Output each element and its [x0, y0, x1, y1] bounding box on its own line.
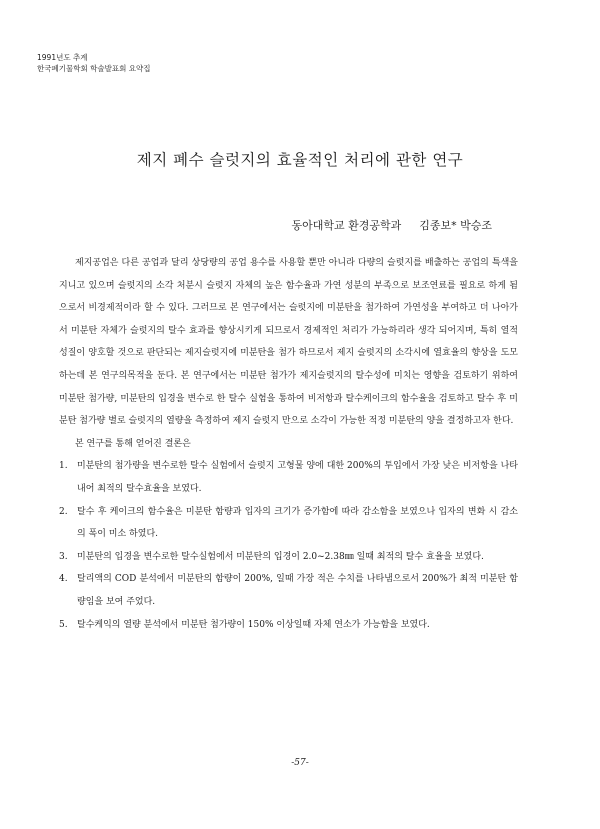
results-intro: 본 연구를 통해 얻어진 결론은 — [75, 438, 191, 449]
result-text: 탈리액의 COD 분석에서 미분탄의 함량이 200%, 일때 가장 적은 수치를 나타냄으로서 200%가 최적 미분탄 함량임을 보여 주었다. — [77, 574, 518, 607]
author-block — [291, 217, 492, 233]
result-number: 4. — [59, 574, 68, 585]
result-item — [59, 568, 518, 613]
header-year-line: 1991년도 추계 — [37, 53, 88, 62]
proceedings-header — [37, 52, 150, 74]
result-number: 3. — [59, 551, 68, 562]
result-text: 미분탄의 입경을 변수로한 탈수실험에서 미분탄의 입경이 2.0~2.38㎜ 일때 최적의 탈수 효율을 보였다. — [77, 551, 484, 562]
author-affiliation: 동아대학교 환경공학과 — [291, 219, 402, 232]
results-list — [59, 455, 518, 636]
result-text: 탈수 후 케이크의 함수율은 미분탄 함량과 입자의 크기가 증가함에 따라 감소함을 보였으나 입자의 변화 시 감소의 폭이 미소 하였다. — [77, 506, 518, 540]
header-journal-line: 한국폐기물학회 학술발표회 요약집 — [37, 64, 151, 73]
result-item — [59, 455, 518, 500]
page-number: -57- — [291, 758, 309, 768]
result-number: 1. — [59, 461, 68, 472]
result-item — [59, 546, 518, 569]
result-number: 2. — [59, 506, 68, 517]
result-item — [59, 501, 518, 546]
result-text: 미분탄의 첨가량을 변수로한 탈수 실험에서 슬럿지 고형물 양에 대한 200%의 투입에서 가장 낮은 비저항을 나타내어 최적의 탈수효율을 보였다. — [77, 461, 518, 494]
result-item — [59, 614, 518, 637]
abstract-body — [59, 252, 518, 636]
paper-title: 제지 폐수 슬럿지의 효율적인 처리에 관한 연구 — [136, 151, 464, 169]
author-names: 김종보* 박승조 — [419, 219, 492, 232]
result-text: 탈수케익의 열량 분석에서 미분탄 첨가량이 150% 이상일때 자체 연소가 가능함을 보였다. — [77, 619, 430, 630]
abstract-paragraph: 제지공업은 다른 공업과 달리 상당량의 공업 용수를 사용할 뿐만 아니라 다량의 슬럿지를 배출하는 공업의 특색을 지니고 있으며 슬럿지의 소각 처분시 슬럿지 자체의 높은 함수율과 가연 성분의 부족으로 보조연료를 필요로 하게 됨으로서 비경제적이라 할 수 있다. 그러므로 본 연구에서는 슬럿지에 미분탄을 첨가하여 가연성을 부여하고 더 나아가서 미분탄 자체가 슬럿지의 탈수 효과를 향상시키게 되므로서 경제적인 처리가 가능하리라 생각 되어지며, 특히 열적 성질이 양호할 것으로 판단되는 제지슬럿지에 미분탄을 첨가 하므로서 제지 슬럿지의 소각시에 열효율의 향상을 도모하는데 본 연구의목적을 둔다. 본 연구에서는 미분탄 첨가가 제지슬럿지의 탈수성에 미치는 영향을 검토하기 위하여 미분탄 첨가량, 미분탄의 입경을 변수로 한 탈수 실험을 통하여 비저항과 탈수케이크의 함수율을 검토하고 탈수 후 미분탄 첨가량 별로 슬럿지의 열량을 측정하여 제지 슬럿지 만으로 소각이 가능한 적정 미분탄의 양을 결정하고자 한다. — [59, 258, 518, 427]
result-number: 5. — [59, 619, 68, 630]
